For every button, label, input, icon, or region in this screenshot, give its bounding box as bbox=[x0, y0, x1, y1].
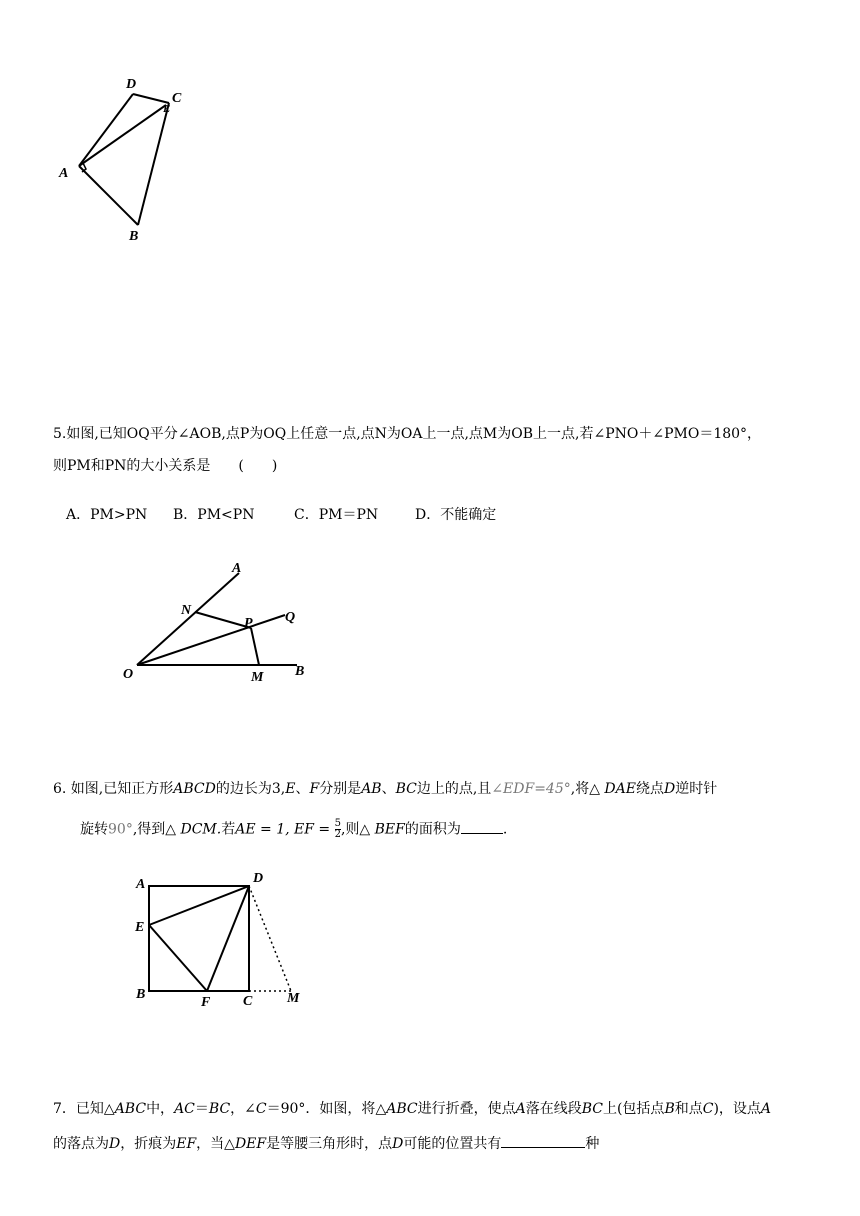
label-f: F bbox=[201, 995, 211, 1010]
q6-text: 分别是 bbox=[319, 781, 362, 797]
label-c: C bbox=[243, 994, 253, 1009]
segment-ad bbox=[79, 94, 133, 166]
q6-math: E bbox=[285, 781, 296, 797]
q7-line1 bbox=[53, 1099, 771, 1119]
segment-dm bbox=[249, 886, 291, 991]
label-m: M bbox=[251, 670, 264, 685]
segment-ed bbox=[149, 886, 249, 925]
square-abcd bbox=[149, 886, 249, 991]
q7-text: ＝ bbox=[194, 1101, 209, 1117]
answer-blank bbox=[461, 833, 503, 834]
segment-ef bbox=[149, 925, 207, 991]
q7-math: A bbox=[760, 1101, 772, 1117]
q7-line2 bbox=[53, 1134, 599, 1154]
q7-math: △ABC bbox=[375, 1101, 418, 1117]
q6-text: 6. 如图,已知正方形 bbox=[53, 781, 174, 797]
q7-text: ，折痕为 bbox=[120, 1136, 177, 1152]
segment-ab bbox=[79, 166, 138, 225]
q6-text: ,得到 bbox=[132, 821, 166, 838]
label-b: B bbox=[136, 987, 146, 1002]
q6-line1 bbox=[53, 779, 717, 799]
q7-math: B bbox=[664, 1101, 675, 1117]
q7-math: BC bbox=[208, 1101, 231, 1117]
q7-text: 进行折叠，使点 bbox=[417, 1101, 516, 1117]
q7-math: A bbox=[515, 1101, 526, 1117]
label-a: A bbox=[136, 877, 146, 892]
segment-np bbox=[195, 612, 251, 628]
q7-text: 落在线段 bbox=[525, 1101, 582, 1117]
label-o: O bbox=[123, 667, 134, 682]
q6-math: BC bbox=[395, 781, 417, 797]
figure-square-abcd bbox=[125, 868, 310, 1013]
segment-dc bbox=[133, 94, 169, 103]
q5-option-b: B．PM<PN bbox=[173, 507, 255, 523]
q7-text: 可能的位置共有 bbox=[403, 1136, 502, 1152]
label-a: A bbox=[232, 561, 242, 576]
q6-math: AB bbox=[361, 781, 382, 797]
q7-text: 和点 bbox=[674, 1101, 703, 1117]
q6-text: 逆时针 bbox=[675, 781, 718, 797]
q7-math: C bbox=[702, 1101, 714, 1117]
q7-text: ，当 bbox=[196, 1136, 225, 1152]
q6-text: 边上的点,且 bbox=[416, 781, 492, 797]
q6-text: 的边长为3, bbox=[215, 781, 286, 797]
q5-option-d: D．不能确定 bbox=[415, 507, 497, 523]
q6-math: F bbox=[309, 781, 320, 797]
q6-text: 的面积为 bbox=[404, 821, 461, 838]
q6-text: 、 bbox=[295, 781, 310, 797]
q7-text: 是等腰三角形时，点 bbox=[266, 1136, 393, 1152]
label-e: E bbox=[135, 920, 145, 935]
q6-text: . bbox=[502, 821, 508, 838]
label-d: D bbox=[253, 871, 264, 886]
label-q: Q bbox=[285, 610, 296, 625]
ray-oq bbox=[137, 615, 285, 665]
label-c: C bbox=[172, 91, 182, 106]
q6-angle: ∠EDF=45° bbox=[491, 781, 571, 797]
q6-math: △ BEF bbox=[359, 821, 405, 838]
q7-math: AC bbox=[174, 1101, 195, 1117]
q7-math: △DEF bbox=[224, 1136, 267, 1152]
label-e: E bbox=[163, 103, 171, 115]
q7-math: BC bbox=[581, 1101, 603, 1117]
segment-pm bbox=[251, 628, 259, 665]
answer-blank bbox=[501, 1147, 585, 1148]
figure-quadrilateral-abcd bbox=[50, 72, 210, 247]
q6-math: D bbox=[663, 781, 676, 797]
q5-line1: 5.如图,已知OQ平分∠AOB,点P为OQ上任意一点,点N为OA上一点,点M为OB上一点,若∠PNO＋∠PMO＝180°， bbox=[53, 426, 762, 442]
q7-math: D bbox=[392, 1136, 404, 1152]
q6-math: △ DCM. bbox=[165, 821, 222, 838]
ray-oa bbox=[137, 573, 239, 665]
q5-option-a: A．PM>PN bbox=[66, 507, 148, 523]
q6-text: 、 bbox=[381, 781, 396, 797]
q6-angle: 90° bbox=[108, 821, 133, 838]
segment-ae bbox=[79, 105, 166, 166]
q7-text: 种 bbox=[585, 1136, 600, 1152]
segment-df bbox=[207, 886, 249, 991]
label-p: P bbox=[244, 616, 253, 631]
q6-text: 绕点 bbox=[635, 781, 664, 797]
q7-text: 的落点为 bbox=[53, 1136, 109, 1152]
q7-math: △ABC bbox=[103, 1101, 147, 1117]
q7-math: C bbox=[255, 1101, 267, 1117]
label-b: B bbox=[129, 229, 139, 244]
label-n: N bbox=[181, 603, 192, 618]
q7-text: ＝90°．如图，将 bbox=[266, 1101, 376, 1117]
q6-math: △ DAE bbox=[589, 781, 636, 797]
q6-line2 bbox=[80, 819, 507, 840]
q6-math: ABCD bbox=[173, 781, 216, 797]
label-b: B bbox=[295, 664, 305, 679]
q7-math: D bbox=[109, 1136, 121, 1152]
q6-text: ,则 bbox=[340, 821, 360, 838]
q7-text: 中， bbox=[146, 1101, 175, 1117]
q7-text: ，∠ bbox=[230, 1101, 256, 1117]
q7-text: 上(包括点 bbox=[602, 1101, 665, 1117]
q6-math: AE = 1, EF = bbox=[235, 821, 335, 838]
q5-option-c: C．PM＝PN bbox=[294, 507, 379, 523]
fraction-denominator: 2 bbox=[334, 829, 341, 840]
q6-text: ,将 bbox=[570, 781, 590, 797]
fraction-numerator: 5 bbox=[334, 818, 341, 829]
label-a: A bbox=[59, 166, 69, 181]
q6-text: 若 bbox=[221, 821, 236, 838]
q7-math: EF bbox=[176, 1136, 197, 1152]
q7-text: 7．已知 bbox=[53, 1101, 104, 1117]
label-m: M bbox=[287, 991, 300, 1006]
q7-text: )，设点 bbox=[713, 1101, 761, 1117]
label-d: D bbox=[126, 77, 137, 92]
q6-text: 旋转 bbox=[80, 821, 108, 838]
figure-angle-bisector bbox=[115, 555, 325, 690]
q5-line2: 则PM和PN的大小关系是 ( ) bbox=[53, 458, 278, 474]
